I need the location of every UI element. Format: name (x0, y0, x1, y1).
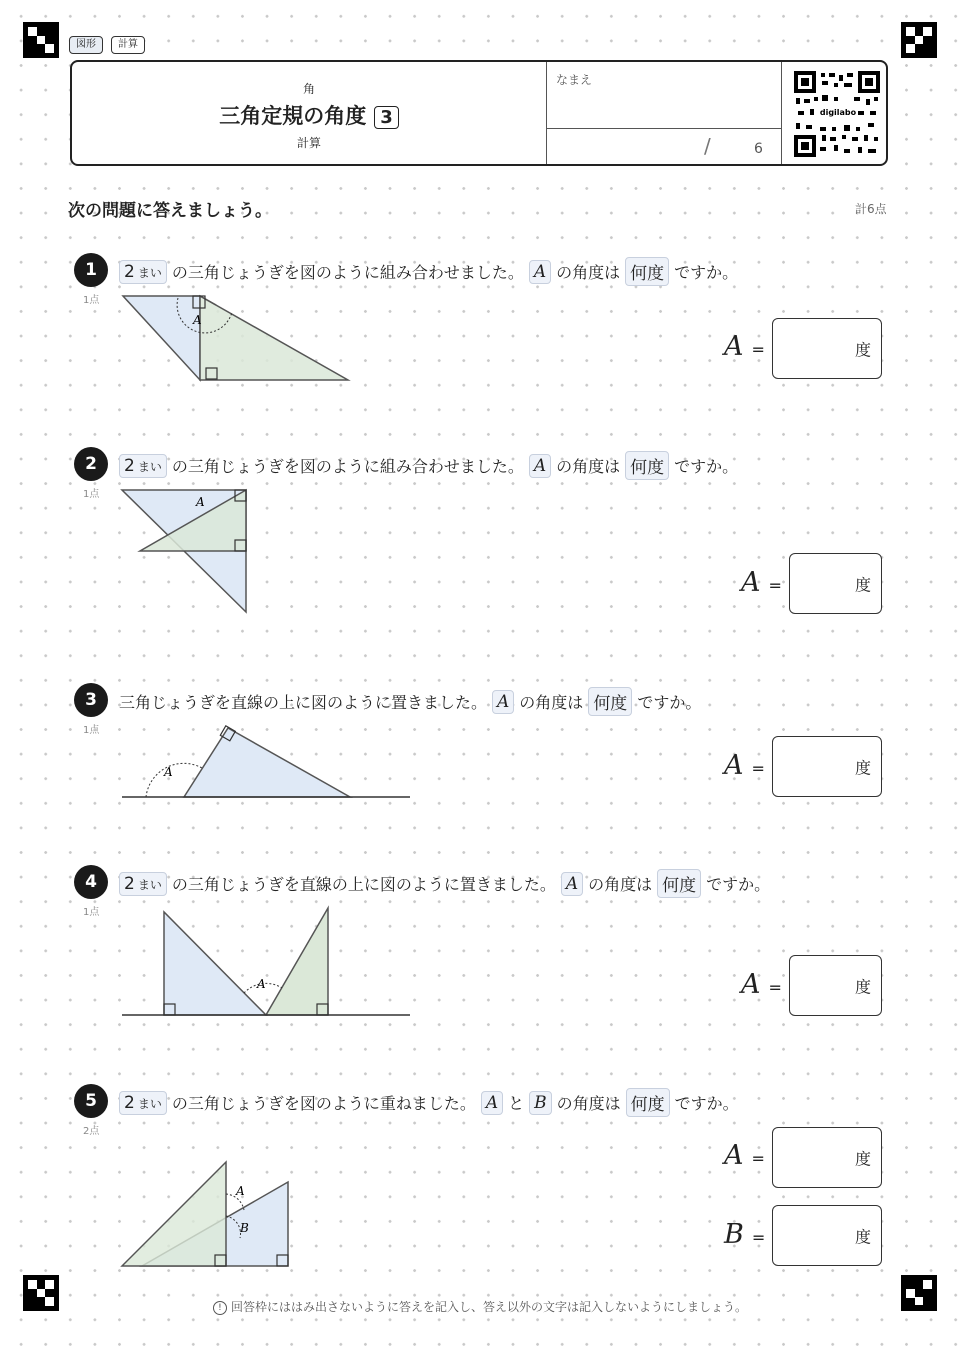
keyword-pill: 何度 (626, 1088, 670, 1117)
question-number: 4 (74, 865, 108, 899)
tag-figure: 図形 (69, 36, 103, 54)
question-text: 2 まい の三角じょうぎを図のように組み合わせました。 A の角度は 何度 ですか。 (119, 257, 738, 286)
footer-text: 回答枠にははみ出さないように答えを記入し、答え以外の文字は記入しないようにしましょう。 (230, 1300, 747, 1314)
question-number: 3 (74, 683, 108, 717)
header-divider (781, 62, 782, 164)
title-text: 三角定規の角度 (219, 104, 367, 128)
answer-label: A = (724, 750, 765, 781)
question-text: 2 まい の三角じょうぎを図のように組み合わせました。 A の角度は 何度 ですか。 (119, 451, 738, 480)
page-title (72, 100, 546, 130)
question-points: 1点 (83, 295, 100, 306)
question-points: 1点 (83, 725, 100, 736)
header-category: 角 (302, 82, 315, 96)
question-number: 1 (74, 253, 108, 287)
question-number: 2 (74, 447, 108, 481)
variable-pill: A (481, 1091, 503, 1115)
score-total: 6 (754, 141, 763, 157)
question-text: 2 まい の三角じょうぎを図のように重ねました。 A と B の角度は 何度 ですか。 (119, 1088, 739, 1117)
figure-q1 (118, 292, 358, 387)
question-text: 三角じょうぎを直線の上に図のように置きました。 A の角度は 何度 ですか。 (119, 687, 701, 716)
count-pill: 2 まい (119, 872, 167, 896)
angle-label-b: B (240, 1221, 249, 1235)
answer-box[interactable]: 度 (772, 318, 882, 379)
variable-pill: B (529, 1091, 552, 1115)
corner-marker-top-left (23, 22, 59, 58)
figure-q2 (118, 486, 258, 621)
keyword-pill: 何度 (625, 451, 669, 480)
count-pill: 2 まい (119, 260, 167, 284)
question-points: 2点 (83, 1126, 100, 1137)
variable-pill: A (529, 260, 551, 284)
figure-q5 (118, 1158, 318, 1270)
keyword-pill: 何度 (588, 687, 632, 716)
figure-q4 (118, 904, 418, 1020)
header-divider (546, 128, 781, 129)
angle-label: A (193, 313, 202, 327)
question-points: 1点 (83, 907, 100, 918)
angle-label: A (196, 495, 205, 509)
answer-box[interactable]: 度 (789, 955, 882, 1016)
corner-marker-top-right (901, 22, 937, 58)
score-field[interactable] (548, 130, 778, 164)
total-points: 計6点 (855, 202, 887, 216)
angle-label: A (257, 977, 266, 991)
footer-note (0, 1298, 960, 1315)
answer-label: A = (741, 969, 782, 1000)
instructions: 次の問題に答えましょう。 (68, 201, 272, 221)
qr-code-icon[interactable] (794, 71, 880, 157)
angle-label-a: A (236, 1184, 245, 1198)
variable-pill: A (561, 872, 583, 896)
question-number: 5 (74, 1084, 108, 1118)
answer-box[interactable]: 度 (772, 736, 882, 797)
answer-label: B = (724, 1219, 766, 1250)
info-icon: ! (213, 1301, 227, 1315)
name-label: なまえ (556, 73, 593, 87)
angle-label: A (164, 765, 173, 779)
variable-pill: A (492, 690, 514, 714)
question-points: 1点 (83, 489, 100, 500)
qr-caption: digilabo (819, 108, 857, 117)
answer-label: A = (741, 567, 782, 598)
title-number: 3 (374, 106, 399, 129)
header-subtitle: 計算 (296, 136, 321, 150)
variable-pill: A (529, 454, 551, 478)
worksheet-header (70, 60, 888, 166)
answer-label: A = (724, 1140, 765, 1171)
keyword-pill: 何度 (657, 869, 701, 898)
count-pill: 2 まい (119, 454, 167, 478)
score-slash: / (704, 134, 711, 158)
answer-label: A = (724, 331, 765, 362)
question-text: 2 まい の三角じょうぎを直線の上に図のように置きました。 A の角度は 何度 ですか。 (119, 869, 770, 898)
count-pill: 2 まい (119, 1091, 167, 1115)
figure-q3 (118, 722, 418, 802)
name-field[interactable] (548, 72, 778, 126)
header-divider (546, 62, 547, 164)
answer-box-b[interactable]: 度 (772, 1205, 882, 1266)
keyword-pill: 何度 (625, 257, 669, 286)
tag-calculation: 計算 (111, 36, 145, 54)
answer-box[interactable]: 度 (789, 553, 882, 614)
answer-box-a[interactable]: 度 (772, 1127, 882, 1188)
